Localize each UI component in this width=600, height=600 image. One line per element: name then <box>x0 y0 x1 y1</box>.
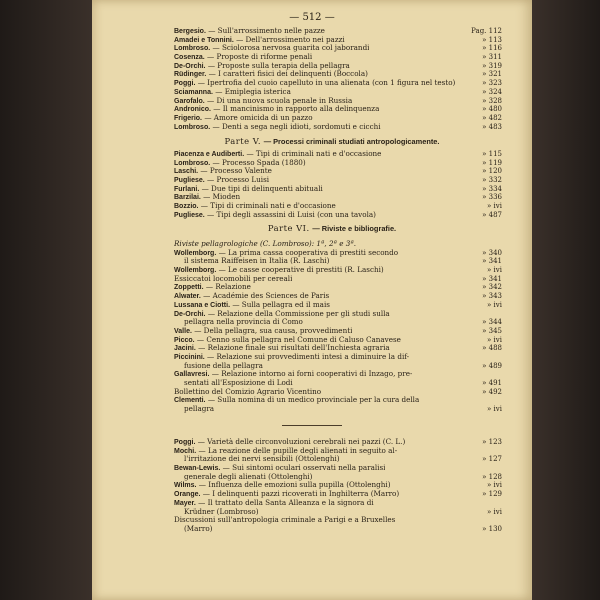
index-entry <box>92 114 532 123</box>
entry-author: Amadei e Tonnini. <box>174 36 234 44</box>
entry-author: Sciamanna. <box>174 88 213 96</box>
entry-title: — Relazione finale sui risultati dell'Inchiesta agraria <box>198 344 390 353</box>
entry-page-ref: » 480 <box>482 105 502 114</box>
entry-page-ref: » 328 <box>482 96 502 105</box>
entry-page-ref: » ivi <box>487 266 502 275</box>
section-divider <box>92 425 532 426</box>
entry-title: — Della pellagra, sua causa, provvedimenti <box>194 326 353 335</box>
entry-author: Zoppetti. <box>174 284 204 292</box>
index-entry <box>92 370 532 379</box>
entry-author: Poggi. <box>174 439 196 446</box>
entry-author: Laschi. <box>174 168 199 176</box>
entry-page-ref: Pag. 112 <box>471 27 502 35</box>
entry-title: — Tipi di criminali nati e d'occasione <box>246 150 382 158</box>
entry-title: (Marro) <box>184 524 213 533</box>
entry-page-ref: » 120 <box>482 167 502 176</box>
entry-author: Pugliese. <box>174 211 205 219</box>
entry-page-ref: » 489 <box>482 361 502 370</box>
entry-author: Lombroso. <box>174 159 211 167</box>
entry-author: Poggi. <box>174 80 196 88</box>
entry-page-ref: » 113 <box>482 35 502 44</box>
index-entry <box>92 396 532 405</box>
entry-title: — Sulla nomina di un medico provinciale per la cura della <box>207 396 420 405</box>
entry-page-ref: » ivi <box>487 405 502 414</box>
entry-title: — Dell'arrossimento nei pazzi <box>236 35 345 44</box>
entry-author: Pugliese. <box>174 177 205 185</box>
heading-parte-vi <box>92 221 532 235</box>
entry-title: — Processo Valente <box>200 167 272 176</box>
index-entry <box>92 283 532 292</box>
entry-title: Bollettino del Comizio Agrario Vicentino <box>174 387 322 396</box>
entry-title: — Sciolorosa nervosa guarita col jaborandi <box>212 44 370 53</box>
entry-title: — Académie des Sciences de Paris <box>203 292 330 301</box>
entry-title: — Amore omicida di un pazzo <box>204 113 313 122</box>
index-entry <box>92 62 532 71</box>
entry-page-ref: » 341 <box>482 257 502 266</box>
entry-author: Bergesio. <box>174 28 206 35</box>
index-entry <box>92 464 532 473</box>
entry-author: Orange. <box>174 491 201 499</box>
entry-title: — Sulla pellagra ed il mais <box>232 300 330 309</box>
entry-author: Clementi. <box>174 397 206 405</box>
entry-page-ref: » 323 <box>482 79 502 88</box>
index-entry <box>92 499 532 508</box>
entry-page-ref: » 119 <box>482 158 502 167</box>
entry-title: — Ipertrofia del cuoio capelluto in una alienata (con 1 figura nel testo) <box>197 79 456 88</box>
index-entry <box>92 105 532 114</box>
entry-page-ref: » 127 <box>482 455 502 464</box>
index-entry <box>92 490 532 499</box>
entry-title: — Emiplegia isterica <box>215 87 291 96</box>
entry-title: — I delinquenti pazzi ricoverati in Inghilterra (Marro) <box>202 490 400 499</box>
entry-author: Piacenza e Audiberti. <box>174 151 245 158</box>
index-entry <box>92 447 532 456</box>
index-entry <box>92 185 532 194</box>
entry-title: — Denti a sega negli idioti, sordomuti e cicchi <box>212 122 381 131</box>
heading-parte-label: Parte VI. <box>267 223 310 233</box>
index-entry <box>92 159 532 168</box>
entry-page-ref: » 344 <box>482 318 502 327</box>
entry-page-ref: » 491 <box>482 379 502 387</box>
entry-page-ref: » 488 <box>482 344 502 353</box>
entry-author: Gallavresi. <box>174 371 210 379</box>
index-entry <box>92 266 532 275</box>
index-entry <box>92 301 532 310</box>
entry-page-ref: » 324 <box>482 87 502 96</box>
entry-page-ref: » 332 <box>482 176 502 185</box>
index-entry <box>92 167 532 176</box>
index-entry <box>92 473 532 482</box>
entry-title: pellagra <box>184 405 215 414</box>
entry-author: Garofalo. <box>174 97 205 105</box>
entry-page-ref: » 341 <box>482 274 502 283</box>
index-entry <box>92 79 532 88</box>
entry-title: — Il trattato della Santa Alleanza e la signora di <box>198 498 374 507</box>
entry-author: Mayer. <box>174 499 196 507</box>
entry-title: generale degli alienati (Ottolenghi) <box>184 472 313 481</box>
entry-title: il sistema Raiffeisen in Italia (R. Laschi) <box>184 257 330 266</box>
index-entry <box>92 292 532 301</box>
index-entry <box>92 379 532 388</box>
entry-page-ref: » 336 <box>482 193 502 202</box>
entry-page-ref: » 492 <box>482 387 502 396</box>
index-section-1 <box>92 27 532 131</box>
entry-title: — Relazione della Commissione per gli studi sulla <box>207 309 390 318</box>
book-page <box>92 0 532 600</box>
heading-parte-label: Parte V. <box>224 136 262 146</box>
index-entry <box>92 481 532 490</box>
entry-page-ref: » 343 <box>482 292 502 301</box>
entry-title: Riviste pellagrologiche (C. Lombroso): 1ª, 2ª e 3ª. <box>174 240 357 248</box>
index-entry <box>92 176 532 185</box>
heading-parte-title: — Processi criminali studiati antropologicamente. <box>263 137 440 146</box>
entry-author: Valle. <box>174 327 192 335</box>
entry-title: — Influenza delle emozioni sulla pupilla (Ottolenghi) <box>198 481 391 490</box>
entry-page-ref: » 115 <box>482 150 502 158</box>
entry-page-ref: » 482 <box>482 113 502 122</box>
index-entry <box>92 211 532 220</box>
index-entry <box>92 44 532 53</box>
index-entry <box>92 336 532 345</box>
entry-page-ref: » 319 <box>482 61 502 70</box>
entry-author: Andronico. <box>174 106 211 114</box>
index-section-2 <box>92 150 532 220</box>
index-entry <box>92 249 532 258</box>
entry-author: Bozzio. <box>174 203 199 211</box>
entry-page-ref: » 487 <box>482 210 502 219</box>
entry-title: Essiccatoi locomobili per cereali <box>174 274 293 283</box>
entry-author: De-Orchi. <box>174 62 206 70</box>
entry-title: — Varietà delle circonvoluzioni cerebrali nei pazzi (C. L.) <box>197 438 406 446</box>
index-entry <box>92 438 532 447</box>
entry-title: fusione della pellagra <box>184 361 263 370</box>
index-entry <box>92 516 532 525</box>
entry-page-ref: » ivi <box>487 300 502 309</box>
entry-author: Jacini. <box>174 345 196 353</box>
entry-author: Rüdinger. <box>174 71 207 79</box>
entry-title: — Relazione <box>205 283 251 292</box>
entry-page-ref: » 321 <box>482 70 502 79</box>
index-section-3 <box>92 240 532 414</box>
index-entry <box>92 193 532 202</box>
entry-page-ref: » 345 <box>482 326 502 335</box>
entry-author: Wollemborg. <box>174 249 217 257</box>
page-number: — 512 — <box>289 12 335 23</box>
index-entry <box>92 344 532 353</box>
entry-author: De-Orchi. <box>174 310 206 318</box>
entry-page-ref: » 128 <box>482 472 502 481</box>
entry-author: Mochi. <box>174 447 197 455</box>
index-entry <box>92 240 532 249</box>
entry-page-ref: » ivi <box>487 507 502 516</box>
entry-title: — Processo Luisi <box>207 176 270 185</box>
entry-author: Alwater. <box>174 293 201 301</box>
entry-page-ref: » 123 <box>482 438 502 446</box>
entry-page-ref: » 334 <box>482 184 502 193</box>
index-entry <box>92 405 532 414</box>
entry-author: Lussana e Ciotti. <box>174 301 231 309</box>
entry-author: Cosenza. <box>174 54 205 62</box>
index-entry <box>92 53 532 62</box>
entry-title: — La prima cassa cooperativa di prestiti secondo <box>218 248 399 257</box>
index-entry <box>92 508 532 517</box>
entry-page-ref: » ivi <box>487 335 502 344</box>
entry-title: — Di una nuova scuola penale in Russia <box>207 96 353 105</box>
entry-author: Wilms. <box>174 482 197 490</box>
entry-author: Wollemborg. <box>174 267 217 275</box>
entry-page-ref: » 130 <box>482 524 502 533</box>
index-entry <box>92 123 532 132</box>
entry-author: Picco. <box>174 336 195 344</box>
index-entry <box>92 310 532 319</box>
index-entry <box>92 455 532 464</box>
entry-title: l'irritazione dei nervi sensibili (Ottolenghi) <box>184 455 340 464</box>
index-entry <box>92 150 532 159</box>
entry-page-ref: » 311 <box>482 53 502 62</box>
entry-title: — Tipi degli assassini di Luisi (con una tavola) <box>207 210 376 219</box>
entry-author: Barzilai. <box>174 194 201 202</box>
entry-title: — Proposte sulla terapia della pellagra <box>207 61 350 70</box>
entry-title: — Tipi di criminali nati e d'occasione <box>200 202 336 211</box>
index-entry <box>92 97 532 106</box>
entry-page-ref: » ivi <box>487 202 502 211</box>
entry-page-ref: » 116 <box>482 44 502 53</box>
entry-title: — Sull'arrossimento nelle pazze <box>208 27 325 35</box>
index-entry <box>92 27 532 36</box>
entry-title: sentati all'Esposizione di Lodi <box>184 379 293 387</box>
index-entry <box>92 318 532 327</box>
entry-author: Bewan-Lewis. <box>174 465 221 473</box>
entry-title: — Relazione intorno ai forni cooperativi di Inzago, pre- <box>211 370 413 379</box>
entry-page-ref: » 342 <box>482 283 502 292</box>
index-entry <box>92 257 532 266</box>
index-entry <box>92 388 532 397</box>
entry-page-ref: » 483 <box>482 122 502 131</box>
entry-title: — Relazione sui provvedimenti intesi a diminuire la dif- <box>207 352 410 361</box>
background-right <box>532 0 600 600</box>
entry-author: Furlani. <box>174 185 200 193</box>
entry-title: — Processo Spada (1880) <box>212 158 306 167</box>
entry-title: — I caratteri fisici dei delinquenti (Boccola) <box>208 70 368 79</box>
entry-title: pellagra nella provincia di Como <box>184 318 303 327</box>
entry-author: Lombroso. <box>174 123 211 131</box>
index-entry <box>92 202 532 211</box>
entry-title: — Mioden <box>203 193 241 202</box>
entry-title: — La reazione delle pupille degli alienati in seguito al- <box>198 446 398 455</box>
index-entry <box>92 70 532 79</box>
entry-title: — Il mancinismo in rapporto alla delinquenza <box>213 105 380 114</box>
entry-author: Piccinini. <box>174 353 205 361</box>
entry-page-ref: » 129 <box>482 490 502 499</box>
index-entry <box>92 353 532 362</box>
index-entry <box>92 362 532 371</box>
index-entry <box>92 327 532 336</box>
heading-parte-title: — Riviste e bibliografie. <box>312 224 397 233</box>
divider-rule <box>282 425 342 426</box>
entry-page-ref: » ivi <box>487 481 502 490</box>
entry-title: — Sui sintomi oculari osservati nella paralisi <box>222 464 386 473</box>
index-entry <box>92 525 532 534</box>
entry-title: Krüdner (Lombroso) <box>184 507 259 516</box>
entry-title: — Cenno sulla pellagra nel Comune di Caluso Canavese <box>196 335 401 344</box>
entry-title: Discussioni sull'antropologia criminale a Parigi e a Bruxelles <box>174 516 396 525</box>
entry-page-ref: » 340 <box>482 248 502 257</box>
entry-title: — Due tipi di delinquenti abituali <box>201 184 323 193</box>
entry-author: Frigerio. <box>174 114 203 122</box>
entry-title: — Proposte di riforme penali <box>207 53 313 62</box>
index-entry <box>92 36 532 45</box>
index-section-4 <box>92 438 532 534</box>
entry-title: — Le casse cooperative di prestiti (R. Laschi) <box>218 266 384 275</box>
heading-parte-v <box>92 134 532 148</box>
background-left <box>0 0 92 600</box>
index-entry <box>92 275 532 284</box>
index-entry <box>92 88 532 97</box>
entry-author: Lombroso. <box>174 45 211 53</box>
